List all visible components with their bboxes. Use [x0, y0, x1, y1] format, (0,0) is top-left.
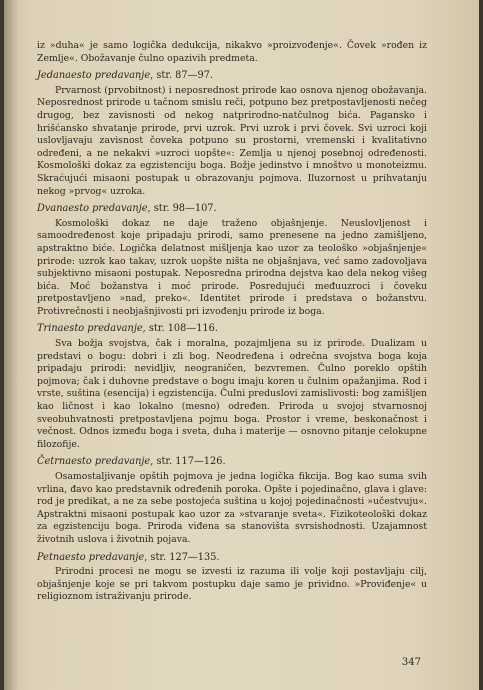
section-pages: , str. 108—116. [142, 323, 219, 335]
section-12 [37, 203, 427, 318]
section-heading [37, 323, 427, 336]
section-body: Sva božja svojstva, čak i moralna, pozajmljena su iz prirode. Dualizam u predstavi o bogu: dobri i zli bog. Neodređena i odrečna svojstva boga koja pripadaju prirodi: nevidljiv, neograničen, bezvremen. Čulno poreklo opštih pojmova; čak i duhovne predstave o bogu imaju koren u čulnim opažanjima. Rod i vrste, suština (esencija) i egzistencija. Čulni preduslovi zamislivosti: bog zamišljen kao ličnost i kao lokalno (mesno) određen. Priroda u svojoj stvarnosnoj sveobuhvatnosti pretpostavljena pojmu boga. Prostor i vreme, beskonačnost i večnost. Odnos između boga i sveta, duha i materije — osnovno pitanje celokupne filozofije. [37, 338, 427, 450]
section-15 [37, 552, 427, 604]
page-content [37, 40, 427, 604]
section-pages: , str. 127—135. [144, 551, 220, 563]
section-body: Prirodni procesi ne mogu se izvesti iz razuma ili volje koji postavljaju cilj, objašnjenje koje se pri takvom postupku daje samo je prividno. »Proviđenje« u religioznom istraživanju prirode. [37, 566, 427, 603]
section-pages: , str. 87—97. [150, 70, 214, 82]
section-heading [37, 456, 427, 469]
page-number: 347 [401, 657, 421, 668]
section-title: Petnaesto predavanje [37, 551, 145, 563]
intro-text: iz »duha« je samo logička dedukcija, nikakvo »proizvođenje«. Čovek »rođen iz Zemlje«. Obožavanje čulno opazivih predmeta. [37, 40, 427, 64]
section-11 [37, 70, 427, 198]
section-heading [37, 203, 427, 216]
section-title: Četrnaesto predavanje [37, 456, 151, 468]
book-page [4, 0, 479, 690]
section-title: Jedanaesto predavanje [37, 70, 151, 82]
section-13 [37, 323, 427, 451]
section-body: Osamostaljivanje opštih pojmova je jedna logička fikcija. Bog kao suma svih vrlina, đavo kao predstavnik određenih poroka. Opšte i pojedinačno, glava i glave: rod je predikat, a ne za sebe postojeća suština u kojoj pojedinačnosti »učestvuju«. Apstraktni misaoni postupak kao uzor za »stvaranje sveta«. Fizikoteološki dokaz za egzistenciju boga. Priroda viđena sa stanovišta svrsishodnosti. Uzajamnost životnih uslova i životnih pojava. [37, 471, 427, 545]
section-heading [37, 70, 427, 83]
page-gutter-shadow [4, 0, 18, 690]
section-heading [37, 552, 427, 565]
section-14 [37, 456, 427, 546]
section-title: Trinaesto predavanje [37, 323, 143, 335]
section-pages: , str. 98—107. [147, 203, 217, 215]
section-pages: , str. 117—126. [150, 456, 226, 468]
section-body: Prvarnost (prvobitnost) i neposrednost prirode kao osnova njenog obožavanja. Neposrednost prirode u tačnom smislu reči, potpuno bez pretpostavljenosti nečeg drugog, bez zavisnosti od nekog natprirodno-natčulnog bića. Pagansko i hrišćansko shvatanje prirode, prvi uzrok. Prvi uzrok i prvi čovek. Svi uzroci koji uslovljavaju zavisnost čoveka potpuno su prostorni, vremenski i kvalitativno određeni, a ne nekakvi »uzroci uopšte«: Zemlja u njenoj posebnoj određenosti. Kosmološki dokaz za egzistenciju boga. Božje jedinstvo i mnoštvo u monoteizmu. Skraćujući misaoni postupak u obrazovanju pojmova. Iluzornost u prihvatanju nekog »prvog« uzroka. [37, 84, 427, 197]
section-title: Dvanaesto predavanje [37, 203, 148, 215]
intro-paragraph [37, 40, 427, 65]
section-body: Kosmološki dokaz ne daje traženo objašnjenje. Neuslovljenost i samoodređenost koje pripadaju prirodi, samo prenesene na jedno zamišljeno, apstraktno biće. Logička delatnost mišljenja kao uzor za teološko »objašnjenje« prirode: uzrok kao takav, uzrok uopšte ništa ne objašnjava, već samo zadovoljava subjektivno misaoni postupak. Neposredna prirodna dejstva kao dela nekog višeg bića. Moć božanstva i moć prirode. Posredujući međuuzroci i čoveku pretpostavljeno »nad, preko«. Identitet prirode i predstava o božanstvu. Protivrečnosti i neobjašnjivosti pri izvođenju prirode iz boga. [37, 217, 427, 317]
